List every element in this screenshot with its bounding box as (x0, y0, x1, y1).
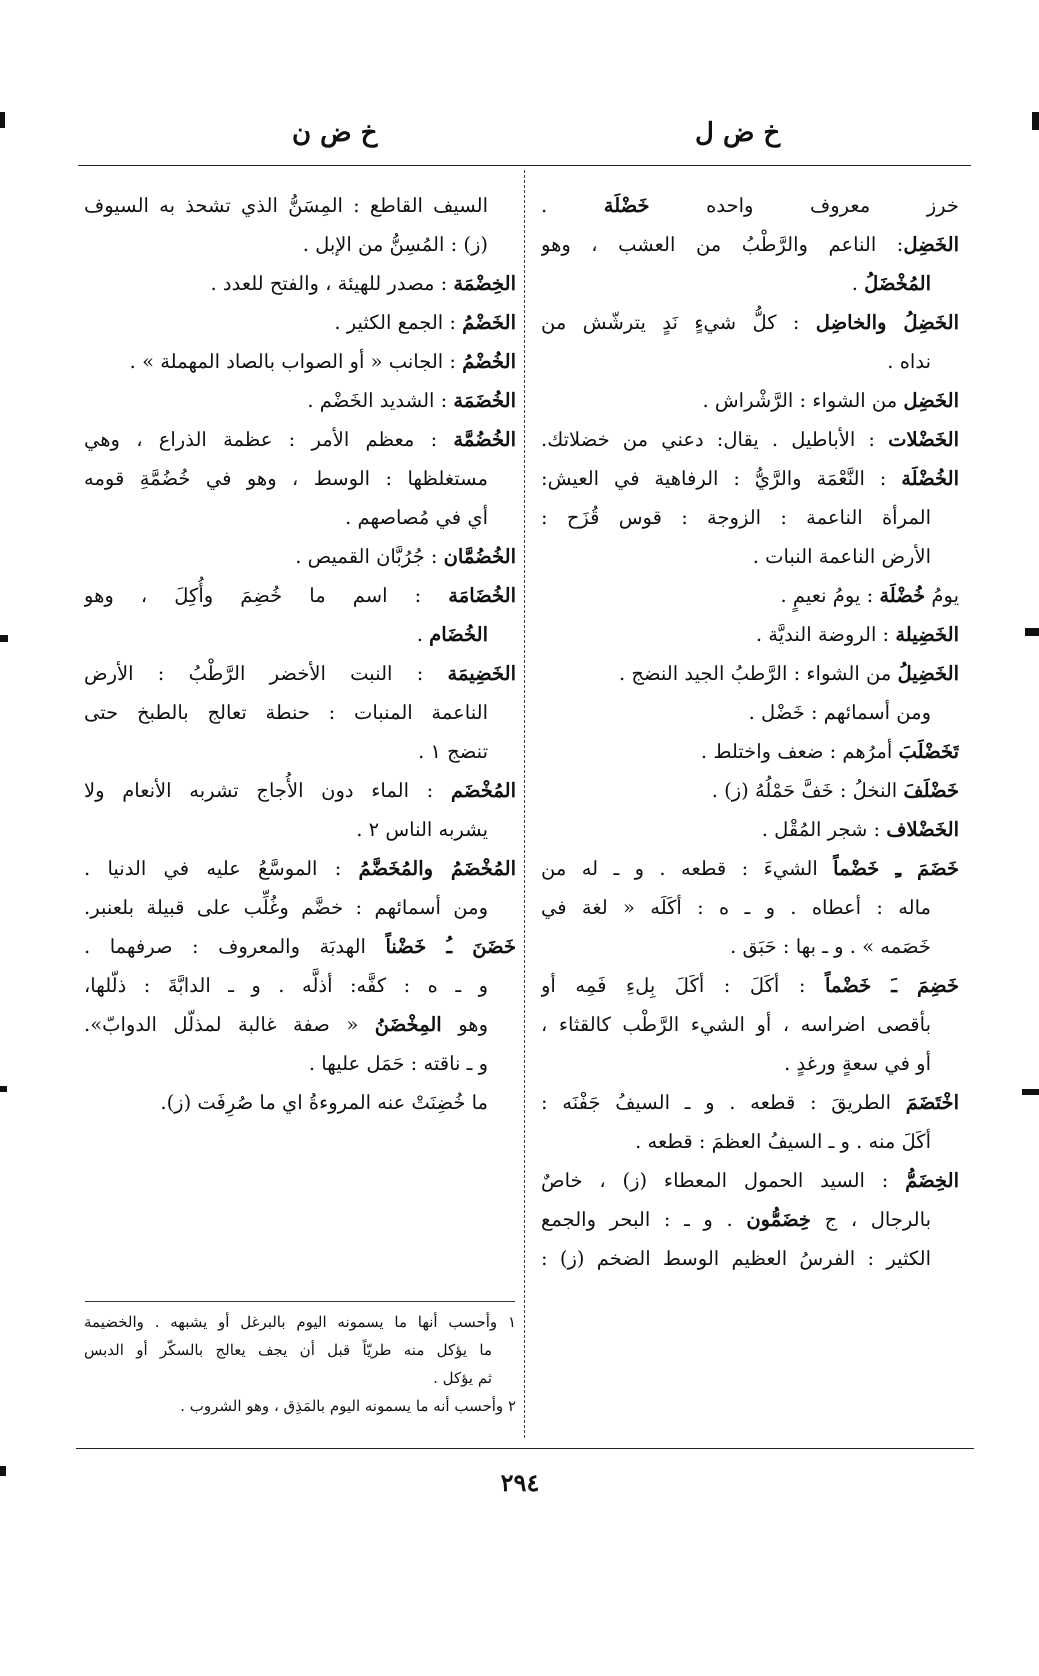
line-text: : مصدر للهيئة ، والفتح للعدد . (210, 272, 454, 295)
entry-line (541, 1083, 959, 1122)
line-text: ومن أسمائهم : خَضْل . (748, 701, 931, 724)
line-text: و ـ ه : كفَّه: أذلَّه . و ـ الدابَّةَ : ذلّلها، (84, 974, 488, 997)
scan-edge-mark (0, 635, 8, 642)
line-text: : الأباطيل . يقال: دعني من خضلاتك. (541, 428, 889, 451)
line-text: خَصَمه » . و ـ بها : حَبَق . (730, 935, 931, 958)
line-text: المرأة الناعمة : الزوجة : قوس قُزَح : (541, 506, 931, 529)
entry-line (541, 1200, 959, 1239)
entry-line (84, 303, 516, 342)
footnote-line: ١ وأحسب أنها ما يسمونه اليوم بالبرغل أو يشبهه . والخضيمة (84, 1313, 516, 1331)
line-text: « صفة غالبة لمذلّل الدوابّ». (84, 1013, 375, 1036)
line-text: الكثير : الفرسُ العظيم الوسط الضخم (ز) : (541, 1247, 931, 1270)
entry-line (541, 576, 959, 615)
line-text: : شجر المُقْل . (761, 818, 887, 841)
line-text: من الشواء : الرَّشْراش . (702, 389, 904, 412)
headword: الخَضِلُ والخاضِل (815, 311, 959, 334)
header-rule (78, 165, 971, 166)
entry-line (84, 1044, 516, 1083)
line-text: أو في سعةٍ ورغدٍ . (784, 1052, 931, 1075)
entry-line (541, 927, 959, 966)
headword: خَضْلَفَ (903, 779, 959, 802)
line-text: ماله : أعطاه . و ـ ه : أكَلَه « لغة في (541, 896, 931, 919)
headword: تَخَضْلَبَ (898, 740, 959, 763)
entry-line (84, 1005, 516, 1044)
footnotes (84, 1308, 516, 1420)
entry-line (541, 615, 959, 654)
entry-line (541, 1005, 959, 1044)
line-text: : يومُ نعيمٍ . (780, 584, 880, 607)
entry-line (541, 186, 959, 225)
line-text: يومُ (925, 584, 959, 607)
entry-line (541, 654, 959, 693)
headword: خَضَنَ ـُ خَضْناً (385, 935, 516, 958)
line-text: من الشواء : الرَّطبُ الجيد النضج . (619, 662, 898, 685)
footnote-line: ثم يؤكل . (433, 1369, 492, 1387)
line-text: . (541, 194, 604, 217)
line-text: الطريقَ : قطعه . و ـ السيفُ جَفْنَه : (541, 1091, 906, 1114)
line-text: : السيد الحمول المعطاء (ز) ، خاصٌ (541, 1169, 906, 1192)
line-text: : الروضة النديَّة . (755, 623, 896, 646)
line-text: . (851, 272, 865, 295)
footnote-line: ٢ وأحسب أنه ما يسمونه اليوم بالمَذِق ، وهو الشروب . (180, 1397, 516, 1415)
line-text: : النبت الأخضر الرَّطْبُ : الأرض (84, 662, 448, 685)
headword: الخَضِيلة (895, 623, 959, 646)
headword: الخُضْلَة (901, 467, 959, 490)
headword: الخَضِل (903, 233, 959, 256)
entry-line (541, 888, 959, 927)
column-divider (524, 170, 525, 1438)
scan-edge-mark (0, 1086, 7, 1092)
entry-line (541, 1239, 959, 1278)
headword: الخَضِيلُ (897, 662, 959, 685)
entry-line (84, 888, 516, 927)
line-text: : الماء دون الأُجاج تشربه الأنعام ولا (84, 779, 451, 802)
headword: الخُضْمُ (462, 350, 516, 373)
headword: خَضْلَة (603, 194, 650, 217)
entry-line (84, 225, 516, 264)
line-text: السيف القاطع : المِسَنُّ الذي تشحذ به السيوف (84, 194, 488, 217)
entry-line (84, 732, 516, 771)
entry-line (84, 927, 516, 966)
line-text: : الجانب « أو الصواب بالصاد المهملة » . (129, 350, 463, 373)
entry-line (541, 810, 959, 849)
entry-line (84, 264, 516, 303)
entry-line (541, 342, 959, 381)
line-text: الهدبَة والمعروف : صرفهما . (84, 935, 386, 958)
headword: خَضَمَ ـِ خَضْماً (833, 857, 959, 880)
headword: الخِضْمَة (453, 272, 516, 295)
line-text: : جُرُبَّان القميص . (295, 545, 444, 568)
footnote-separator (85, 1301, 515, 1302)
headword: الخُضُمَّة (453, 428, 516, 451)
headword: الخَضْلات (888, 428, 959, 451)
entry-line (84, 966, 516, 1005)
entry-line (541, 1161, 959, 1200)
page-number: ٢٩٤ (500, 1468, 540, 1497)
headword: خَضِمَ ـَ خَضْماً (824, 974, 959, 997)
entry-line (84, 654, 516, 693)
headword: المُخْضَمُ والمُخَضَّمُ (358, 857, 516, 880)
entry-line (541, 459, 959, 498)
line-text: مستغلظها : الوسط ، وهو في خُضُمَّةِ قومه (84, 467, 488, 490)
headword: خُضْلَة (879, 584, 926, 607)
line-text: : الموسَّعُ عليه في الدنيا . (84, 857, 359, 880)
entry-line (541, 264, 959, 303)
entry-line (541, 498, 959, 537)
entry-line (84, 615, 516, 654)
line-text: : النَّعْمَة والرَّيُّ : الرفاهية في العيش: (541, 467, 902, 490)
headword: المُخْضَلُ (864, 272, 931, 295)
entry-line (541, 420, 959, 459)
entry-line (84, 420, 516, 459)
entry-line (84, 771, 516, 810)
line-text: : أكَلَ : أكَلَ بِلءِ فَمِه أو (541, 974, 825, 997)
entry-line (84, 849, 516, 888)
headword: المُخْضَم (450, 779, 516, 802)
entry-line (541, 303, 959, 342)
scan-edge-mark (1022, 1089, 1039, 1095)
entry-line (541, 225, 959, 264)
line-text: : الناعم والرَّطْبُ من العشب ، وهو (541, 233, 904, 256)
line-text: : معظم الأمر : عظمة الذراع ، وهي (84, 428, 454, 451)
line-text: ومن أسمائهم : خضَّم وغُلِّب على قبيلة بلعنبر. (84, 896, 488, 919)
footnote-line: ما يؤكل منه طريّاً قبل أن يجف يعالج بالسكّر أو الدبس (84, 1341, 492, 1359)
entry-line (541, 693, 959, 732)
line-text: أمرُهم : ضعف واختلط . (700, 740, 899, 763)
line-text: وهو (441, 1013, 488, 1036)
footer-rule (76, 1448, 974, 1449)
line-text: الشيءَ : قطعه . و ـ له من (541, 857, 834, 880)
headword: المِخْضَنُ (374, 1013, 442, 1036)
headword: الخُضَام (429, 623, 488, 646)
entry-line (84, 693, 516, 732)
left-column (84, 186, 516, 1122)
scan-edge-mark (0, 1466, 6, 1476)
line-text: بأقصى اضراسه ، أو الشيء الرَّطْب كالقثاء ، (541, 1013, 931, 1036)
line-text: يشربه الناس ٢ . (356, 818, 488, 841)
line-text: النخلُ : خَفَّ حَمْلُهُ (ز) . (711, 779, 904, 802)
headword: الخُضَمَة (453, 389, 516, 412)
line-text: خرز معروف واحده (649, 194, 959, 217)
headword: اخْتَضَمَ (905, 1091, 959, 1114)
line-text: . و ـ : البحر والجمع (541, 1208, 747, 1231)
line-text: (ز) : المُسِنُّ من الإبل . (302, 233, 488, 256)
entry-line (84, 342, 516, 381)
entry-line (541, 1044, 959, 1083)
entry-line (541, 732, 959, 771)
headword: الخُضَامَة (448, 584, 516, 607)
entry-line (541, 849, 959, 888)
headword: الخِضَمُّ (905, 1169, 959, 1192)
right-column (541, 186, 959, 1278)
entry-line (84, 537, 516, 576)
line-text: الناعمة المنبات : حنطة تعالج بالطبخ حتى (84, 701, 488, 724)
entry-line (84, 498, 516, 537)
headword: الخَضْمُ (462, 311, 516, 334)
headword: الخَضِيمَة (447, 662, 516, 685)
entry-line (541, 1122, 959, 1161)
line-text: أي في مُصاصهم . (345, 506, 488, 529)
line-text: ما خُضِنَتْ عنه المروءةُ اي ما صُرِفَت (ز). (160, 1091, 488, 1114)
line-text: : الشديد الخَضْم . (307, 389, 454, 412)
line-text: نداه . (887, 350, 931, 373)
line-text: : اسم ما خُضِمَ وأُكِلَ ، وهو (84, 584, 449, 607)
line-text: . (416, 623, 430, 646)
scan-edge-mark (1025, 628, 1039, 636)
scan-edge-mark (0, 112, 5, 128)
line-text: تنضج ١ . (418, 740, 488, 763)
headword: خِضَمُّون (746, 1208, 811, 1231)
running-header-left: خ ض ن (292, 118, 378, 148)
entry-line (84, 186, 516, 225)
entry-line (541, 537, 959, 576)
entry-line (84, 1083, 516, 1122)
line-text: : الجمع الكثير . (334, 311, 463, 334)
running-header-right: خ ض ل (695, 118, 781, 148)
entry-line (84, 810, 516, 849)
line-text: : كلُّ شيءٍ نَدٍ يترشّش من (541, 311, 816, 334)
entry-line (541, 966, 959, 1005)
headword: الخَضْلاف (886, 818, 959, 841)
scan-edge-mark (1032, 112, 1039, 130)
entry-line (541, 771, 959, 810)
line-text: و ـ ناقته : حَمَل عليها . (308, 1052, 488, 1075)
line-text: الأرض الناعمة النبات . (752, 545, 931, 568)
entry-line (84, 576, 516, 615)
line-text: أكَلَ منه . و ـ السيفُ العظمَ : قطعه . (635, 1130, 931, 1153)
headword: الخَضِل (903, 389, 959, 412)
entry-line (541, 381, 959, 420)
entry-line (84, 381, 516, 420)
headword: الخُضُمَّان (443, 545, 516, 568)
entry-line (84, 459, 516, 498)
line-text: بالرجال ، ج (810, 1208, 931, 1231)
